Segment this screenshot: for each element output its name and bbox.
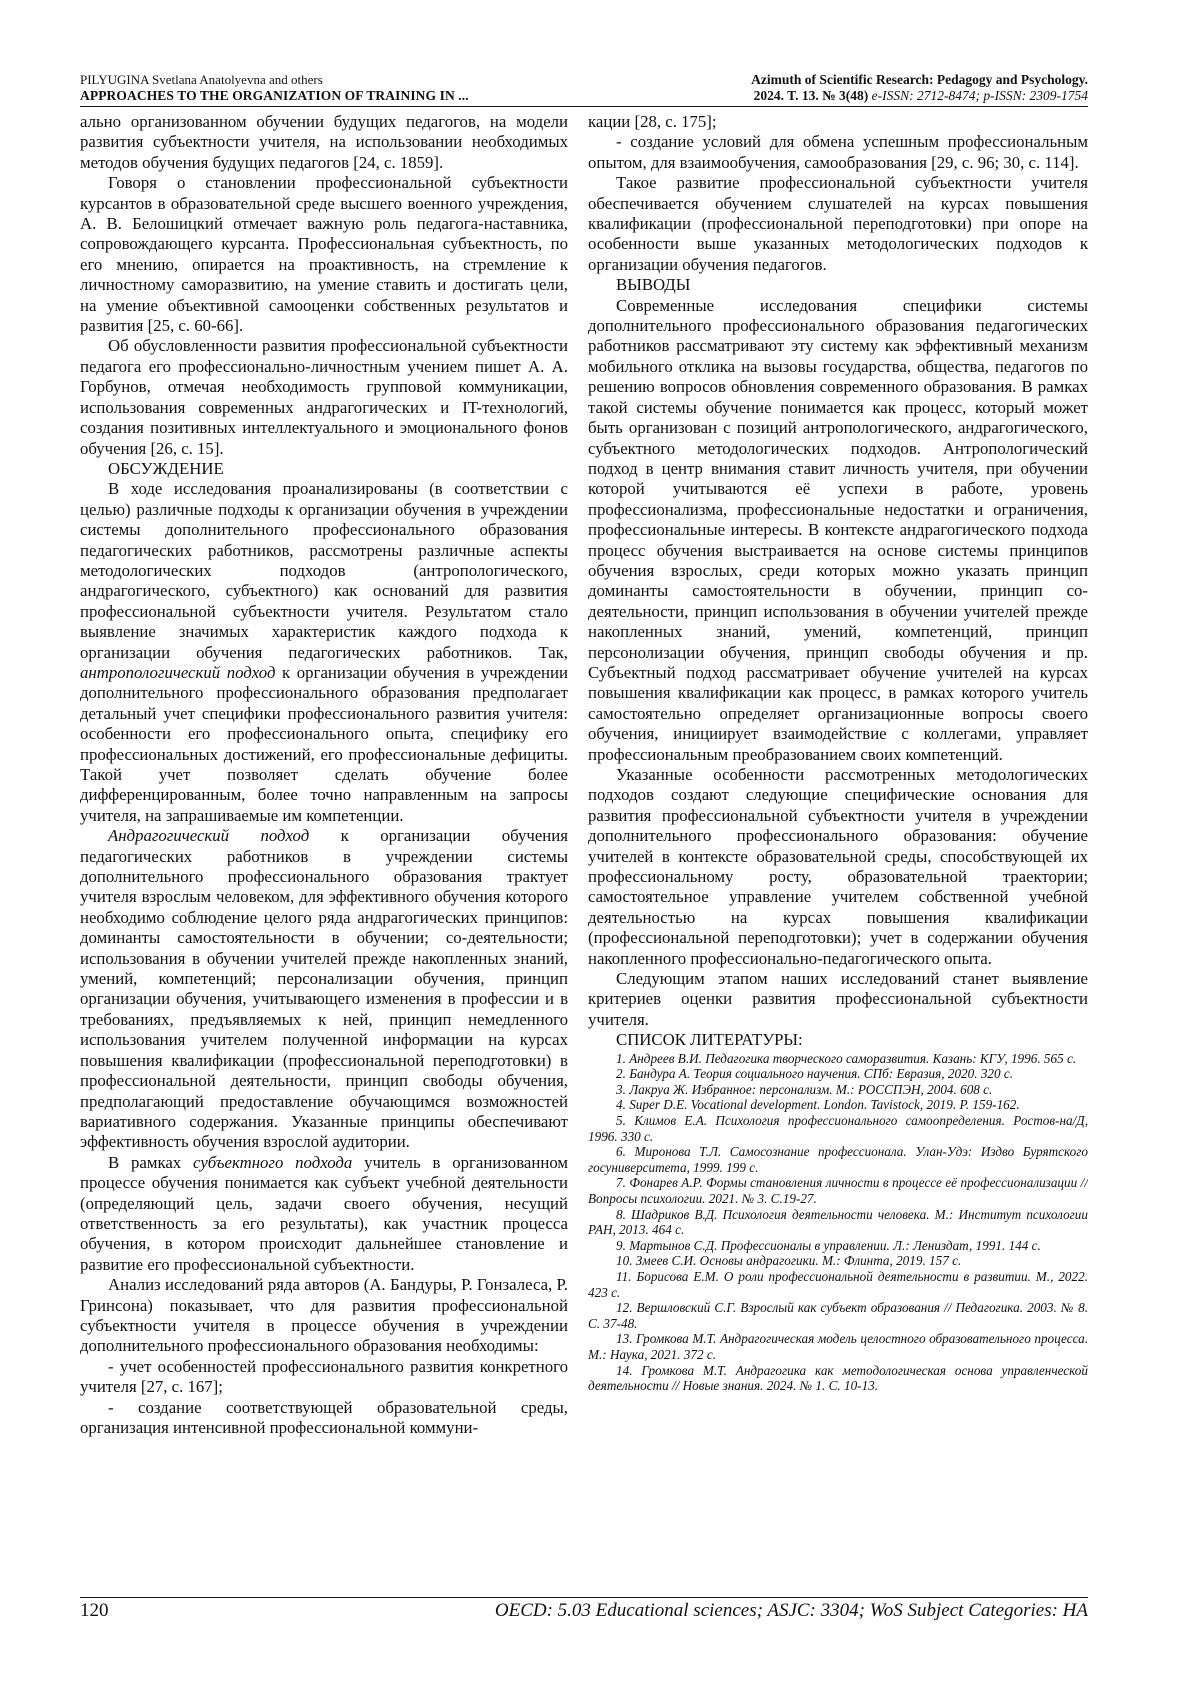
- italic-term: антропологический подход: [80, 662, 276, 682]
- header-journal-title: Azimuth of Scientific Research: Pedagogy and Psychology.: [751, 72, 1088, 87]
- header-authors: PILYUGINA Svetlana Anatolyevna and others: [80, 72, 323, 87]
- header-issue-line: [568, 88, 1088, 104]
- left-column: [80, 112, 568, 1592]
- reference-item: 3. Лакруа Ж. Избранное: персонализм. М.: РОССПЭН, 2004. 608 с.: [616, 1081, 993, 1097]
- paragraph: Об обусловленности развития профессиональной субъектности педагога его профессионально-личностным учением пишет А. А. Горбунов, отмечая необходимость групповой коммуникации, использования современных андрагогических и IT-технологий, создания позитивных интеллектуального и эмоционального фонов обучения [26, с. 15].: [80, 336, 568, 458]
- paragraph: Следующим этапом наших исследований станет выявление критериев оценки развития профессиональной субъектности учителя.: [588, 969, 1088, 1029]
- paragraph: ально организованном обучении будущих педагогов, на модели развития субъектности учителя, на использовании необходимых методов обучения будущих педагогов [24, с. 1859].: [80, 112, 568, 172]
- running-header-left: [80, 72, 600, 104]
- paragraph: Такое развитие профессиональной субъектности учителя обеспечивается обучением слушателей на курсах повышения квалификации (профессиональной переподготовки) при опоре на особенности выше указанных методологических подходов к организации обучения педагогов.: [588, 173, 1088, 274]
- reference-list: [588, 1051, 1088, 1394]
- paragraph: [80, 826, 568, 1153]
- reference-item: 5. Климов Е.А. Психология профессионального самоопределения. Ростов-на/Д, 1996. 330 с.: [588, 1113, 1088, 1144]
- header-article-title: APPROACHES TO THE ORGANIZATION OF TRAINING IN ...: [80, 88, 469, 103]
- footer-divider: [80, 1597, 1088, 1598]
- running-header-right: [568, 72, 1088, 104]
- section-heading-conclusions: ВЫВОДЫ: [616, 275, 691, 295]
- right-column: [588, 112, 1088, 1592]
- text-run: к организации обучения педагогических работников в учреждении системы дополнительного профессионального образования трактует учителя взрослым человеком, для эффективного обучения которого необходимо соблюдение целого ряда андрагогических принципов: доминанты самостоятельности в обучении; со-деятельности; использования в обучении учителей прежде накопленных знаний, умений, компетенций; персонализации обучения, принцип организации обучения, учитывающего изменения в профессии и в требованиях, предъявляемых к ней, принцип немедленного использования учителем полученной информации на курсах повышения квалификации (профессиональной переподготовки) в профессиональной деятельности, принцип свободы обучения, предполагающий предоставление обучающимся возможностей вариативного содержания. Указанные принципы обеспечивают эффективность обучения взрослой аудитории.: [80, 826, 568, 1152]
- subject-classification: OECD: 5.03 Educational sciences; ASJC: 3304; WoS Subject Categories: HA: [494, 1600, 1088, 1621]
- bullet-item: - создание соответствующей образовательной среды, организация интенсивной профессиональной коммуни-: [80, 1397, 568, 1437]
- reference-item: 7. Фонарев А.Р. Формы становления личности в процессе её профессионализации // Вопросы психологии. 2021. № 3. С.19-27.: [588, 1175, 1088, 1207]
- text-run: к организации обучения в учреждении дополнительного профессионального образования предполагает детальный учет специфики профессионального развития учителя: особенности его профессионального опыта, специфику его профессиональных достижений, его профессиональные дефициты. Такой учет позволяет сделать обучение более дифференцированным, более точно направленным на запросы учителя, на запрашиваемые им компетенции.: [80, 662, 568, 825]
- text-run: В рамках: [108, 1152, 193, 1172]
- reference-item: 13. Громкова М.Т. Андрагогическая модель целостного образовательного процесса. М.: Наука, 2021. 372 с.: [588, 1331, 1088, 1362]
- section-heading-references: СПИСОК ЛИТЕРАТУРЫ:: [616, 1030, 803, 1050]
- reference-item: 8. Шадриков В.Д. Психология деятельности человека. М.: Институт психологии РАН, 2013. 464 с.: [588, 1206, 1088, 1238]
- reference-item: 12. Вершловский С.Г. Взрослый как субъект образования // Педагогика. 2003. № 8. С. 37-48.: [588, 1300, 1088, 1331]
- italic-term: Андрагогический подход: [108, 826, 310, 846]
- header-issue: 2024. T. 13. № 3(48): [753, 88, 869, 103]
- reference-item: 4. Super D.E. Vocational development. London. Tavistock, 2019. P. 159-162.: [616, 1097, 1020, 1113]
- header-issn: e-ISSN: 2712-8474; p-ISSN: 2309-1754: [868, 88, 1088, 103]
- bullet-item: - учет особенностей профессионального развития конкретного учителя [27, с. 167];: [80, 1356, 568, 1397]
- paragraph: [80, 1153, 568, 1275]
- reference-item: 9. Мартынов С.Д. Профессионалы в управлении. Л.: Лениздат, 1991. 144 с.: [616, 1237, 1041, 1253]
- text-run: учитель в организованном процессе обучения понимается как субъект учебной деятельности (определяющий цель, задачи своего обучения, несущий ответственность за его результаты), как участник процесса обучения, в котором происходит дальнейшее становление и развитие его профессиональной субъектности.: [80, 1152, 568, 1274]
- paragraph: Современные исследования специфики системы дополнительного профессионального образования педагогических работников рассматривают эту систему как эффективный механизм мобильного отклика на вызовы государства, общества, педагогов по решению вопросов обновления современного образования. В рамках такой системы обучение понимается как процесс, который может быть организован с позиций антропологического, андрагогического, субъектного методологических подходов. Антропологический подход в центр внимания ставит личность учителя, при обучении которой учитываются её успехи в работе, уровень профессионализма, профессиональные недостатки и ограничения, профессиональные интересы. В контексте андрагогического подхода процесс обучения выстраивается на основе системы принципов обучения взрослых, среди которых можно указать принцип доминанты самостоятельности в обучении, принцип со-деятельности, принцип использования в обучении учителей прежде накопленных знаний, умений, компетенций, принцип персонолизации обучения, принцип свободы обучения и пр. Субъектный подход рассматривает обучение учителей на курсах повышения квалификации как процесс, в рамках которого учитель самостоятельно определяет организационные вопросы своего обучения, инициирует взаимодействие с коллегами, управляет профессиональным преобразованием своих компетенций.: [588, 295, 1088, 764]
- reference-item: 6. Миронова Т.Л. Самосознание профессионала. Улан-Удэ: Издво Бурятского госуниверситета, 1999. 199 с.: [588, 1144, 1088, 1175]
- bullet-item: - создание условий для обмена успешным профессиональным опытом, для взаимообучения, самообразования [29, с. 96; 30, с. 114].: [588, 132, 1088, 172]
- section-heading-discussion: ОБСУЖДЕНИЕ: [108, 458, 224, 478]
- italic-term: субъектного подхода: [192, 1152, 353, 1172]
- paragraph: Указанные особенности рассмотренных методологических подходов создают следующие специфические основания для развития профессиональной субъектности учителя в учреждении дополнительного профессионального образования: обучение учителей в контексте образовательной среды, способствующей их профессиональному росту, образовательной траектории; самостоятельное управление учителем собственной учебной деятельностью на курсах повышения квалификации (профессиональной переподготовки); учет в содержании обучения накопленного профессионально-педагогического опыта.: [588, 765, 1088, 968]
- reference-item: 14. Громкова М.Т. Андрагогика как методологическая основа управленческой деятельности // Новые знания. 2024. № 1. С. 10-13.: [588, 1362, 1088, 1394]
- text-run: В ходе исследования проанализированы (в соответствии с целью) различные подходы к организации обучения в учреждении системы дополнительного профессионального образования педагогических работников, рассмотрены различные аспекты методологических подходов (антропологического, андрагогического, субъектного) как оснований для развития профессиональной субъектности учителя. Результатом стало выявление значимых характеристик каждого подхода к организации обучения педагогических работников. Так,: [80, 479, 568, 662]
- paragraph: Анализ исследований ряда авторов (А. Бандуры, Р. Гонзалеса, Р. Гринсона) показывает, что для развития профессиональной субъектности учителя в процессе обучения в учреждении дополнительного профессионального образования необходимы:: [80, 1275, 568, 1356]
- paragraph: кации [28, с. 175];: [588, 112, 717, 131]
- reference-item: 10. Змеев С.И. Основы андрагогики. М.: Флинта, 2019. 157 с.: [616, 1253, 962, 1269]
- header-divider: [80, 106, 1088, 107]
- page-number: 120: [80, 1600, 109, 1621]
- reference-item: 11. Борисова Е.М. О роли профессиональной деятельности в развитии. М., 2022. 423 с.: [588, 1269, 1088, 1300]
- paragraph: Говоря о становлении профессиональной субъектности курсантов в образовательной среде высшего военного учреждения, А. В. Белошицкий отмечает важную роль педагога-наставника, сопровождающего курсанта. Профессиональная субъектность, по его мнению, опирается на проактивность, на стремление к личностному саморазвитию, на умение ставить и достигать цели, на умение объективной самооценки собственных результатов и развития [25, с. 60-66].: [80, 173, 568, 336]
- reference-item: 2. Бандура А. Теория социального научения. СПб: Евразия, 2020. 320 с.: [616, 1066, 1014, 1082]
- reference-item: 1. Андреев В.И. Педагогика творческого саморазвития. Казань: КГУ, 1996. 565 с.: [616, 1050, 1077, 1066]
- paragraph: [80, 479, 568, 826]
